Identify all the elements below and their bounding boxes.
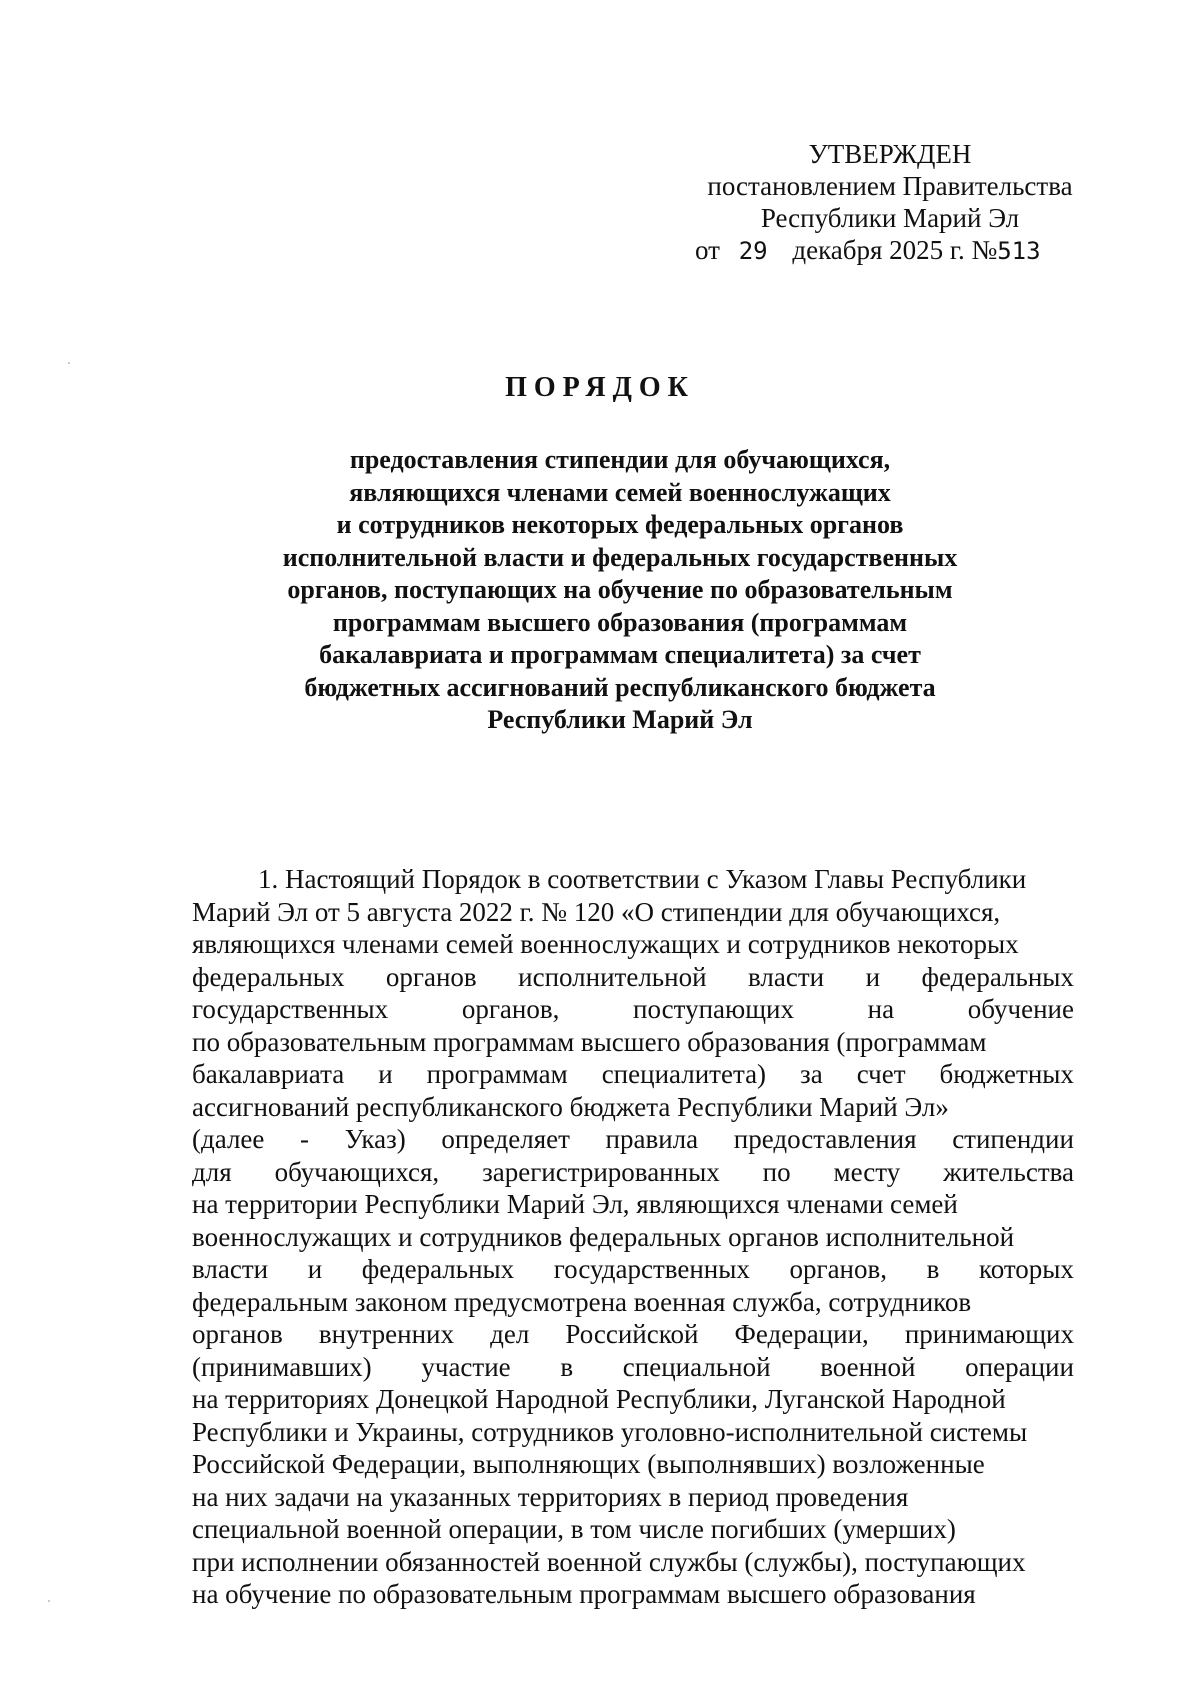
body-line: [192, 1546, 1074, 1579]
body-line: [192, 1188, 1074, 1221]
body-word: на них задачи на указанных территориях в период проведения: [192, 1481, 909, 1512]
body-word: и: [865, 961, 881, 992]
body-line: [192, 928, 1074, 961]
body-word: военнослужащих и сотрудников федеральных органов исполнительной: [192, 1221, 1015, 1252]
body-word: принимающих: [904, 1319, 1074, 1349]
approval-line-republic: Республики Марий Эл: [760, 203, 1020, 233]
scan-speck: [68, 362, 70, 364]
body-word: Республики и Украины, сотрудников уголовно-исполнительной системы: [192, 1416, 1028, 1447]
body-word: поступающих: [633, 994, 794, 1024]
body-line: [192, 1448, 1074, 1481]
body-word: военной: [820, 1351, 916, 1382]
body-word: счет: [856, 1059, 906, 1089]
body-word: власти: [748, 961, 825, 992]
body-word: участие: [421, 1351, 511, 1382]
body-word: власти: [192, 1254, 269, 1284]
subtitle-line: органов, поступающих на обучение по образовательным: [287, 575, 953, 604]
subtitle-line: программам высшего образования (программам: [332, 607, 908, 637]
body-word: Марий Эл от 5 августа 2022 г. № 120 «О стипендии для обучающихся,: [192, 896, 1001, 927]
body-word: обучение: [967, 994, 1074, 1024]
body-word: специальной военной операции, в том числе погибших (умерших): [192, 1514, 956, 1544]
body-word: месту: [833, 1156, 901, 1187]
body-word: программам: [426, 1059, 568, 1089]
body-word: бакалавриата: [192, 1059, 345, 1089]
document-number: 513: [997, 237, 1041, 265]
document-body-paragraph: [192, 863, 1074, 1611]
approval-date-line: [680, 234, 1100, 267]
body-word: (принимавших): [192, 1351, 372, 1382]
body-word: дел: [490, 1319, 530, 1349]
body-line: [192, 1383, 1074, 1416]
approval-line-resolution: постановлением Правительства: [707, 171, 1073, 201]
body-word: за: [800, 1059, 823, 1089]
body-word: федеральным законом предусмотрена военная служба, сотрудников: [192, 1286, 972, 1317]
body-line: [192, 1318, 1074, 1351]
body-word: по образовательным программам высшего образования (программам: [192, 1026, 987, 1057]
body-word: для: [192, 1156, 232, 1187]
body-line: [192, 1123, 1074, 1156]
body-line: [192, 1481, 1074, 1514]
body-word: органов,: [461, 994, 560, 1024]
body-word: стипендии: [952, 1124, 1074, 1154]
body-word: обучающихся,: [274, 1156, 440, 1187]
body-word: государственных: [553, 1254, 750, 1284]
body-line: [192, 1156, 1074, 1189]
body-line: [192, 1091, 1074, 1124]
body-word: Российской: [565, 1319, 699, 1349]
subtitle-line: бакалавриата и программам специалитета) за счет: [319, 640, 921, 669]
body-word: органов: [385, 961, 477, 992]
body-word: специалитета): [601, 1059, 767, 1089]
document-title: ПОРЯДОК: [505, 372, 695, 403]
body-line: [192, 993, 1074, 1026]
subtitle-line: исполнительной власти и федеральных государственных: [282, 542, 958, 572]
body-word: на: [867, 994, 895, 1024]
subtitle-line: бюджетных ассигнований республиканского бюджета: [304, 672, 936, 702]
body-line: [192, 1351, 1074, 1384]
body-word: федеральных: [361, 1254, 515, 1284]
body-word: исполнительной: [518, 961, 707, 992]
body-line: [192, 1221, 1074, 1254]
body-line: [192, 1026, 1074, 1059]
body-word: при исполнении обязанностей военной службы (службы), поступающих: [192, 1546, 1026, 1577]
body-word: Российской Федерации, выполняющих (выполнявших) возложенные: [192, 1449, 985, 1479]
body-word: которых: [978, 1254, 1074, 1284]
body-line: [192, 1253, 1074, 1286]
subtitle-line: предоставления стипендии для обучающихся,: [349, 445, 891, 474]
body-word: на территориях Донецкой Народной Республики, Луганской Народной: [192, 1384, 1006, 1414]
body-word: и: [378, 1059, 393, 1089]
scan-speck: [48, 1600, 50, 1602]
subtitle-line: являющихся членами семей военнослужащих: [349, 477, 891, 507]
body-word: специальной: [622, 1351, 771, 1382]
approval-line-approved: УТВЕРЖДЕН: [808, 139, 972, 169]
body-word: предоставления: [733, 1124, 917, 1154]
body-line: [192, 961, 1074, 994]
body-word: федеральных: [192, 961, 345, 992]
body-line: [192, 1513, 1074, 1546]
body-word: внутренних: [318, 1319, 455, 1349]
body-word: органов: [192, 1319, 283, 1349]
body-word: определяет: [441, 1124, 570, 1154]
body-word: 1. Настоящий Порядок в соответствии с Указом Главы Республики: [258, 864, 1027, 894]
body-word: ассигнований республиканского бюджета Республики Марий Эл»: [192, 1091, 949, 1122]
body-word: на территории Республики Марий Эл, являющихся членами семей: [192, 1189, 958, 1219]
body-line: [192, 1058, 1074, 1091]
body-word: являющихся членами семей военнослужащих и сотрудников некоторых: [192, 929, 1019, 959]
subtitle-line: и сотрудников некоторых федеральных органов: [336, 510, 904, 539]
document-subtitle: [200, 444, 1040, 737]
body-word: -: [300, 1124, 310, 1154]
body-word: по: [762, 1156, 791, 1187]
body-word: операции: [965, 1351, 1074, 1382]
body-line: [192, 1416, 1074, 1449]
body-word: бюджетных: [939, 1059, 1074, 1089]
body-word: в: [560, 1351, 574, 1382]
body-line: [192, 1286, 1074, 1319]
body-word: правила: [605, 1124, 699, 1154]
body-word: зарегистрированных: [482, 1156, 720, 1187]
subtitle-line: Республики Марий Эл: [487, 705, 753, 734]
body-word: Федерации,: [734, 1319, 869, 1349]
body-line: [192, 1578, 1074, 1611]
body-word: и: [307, 1254, 323, 1284]
body-word: государственных: [192, 994, 389, 1024]
date-month-year: декабря 2025 г. №: [792, 235, 998, 265]
date-day: 29: [738, 237, 768, 265]
body-word: (далее: [192, 1124, 265, 1154]
body-word: федеральных: [921, 961, 1074, 992]
body-line: [192, 863, 1074, 896]
approval-block: [680, 138, 1100, 267]
body-word: в: [926, 1254, 940, 1284]
body-word: на обучение по образовательным программам высшего образования: [192, 1579, 976, 1609]
body-line: [192, 896, 1074, 929]
date-prefix: от: [695, 235, 720, 265]
body-word: Указ): [344, 1124, 406, 1154]
body-word: органов,: [789, 1254, 888, 1284]
body-word: жительства: [943, 1156, 1074, 1187]
